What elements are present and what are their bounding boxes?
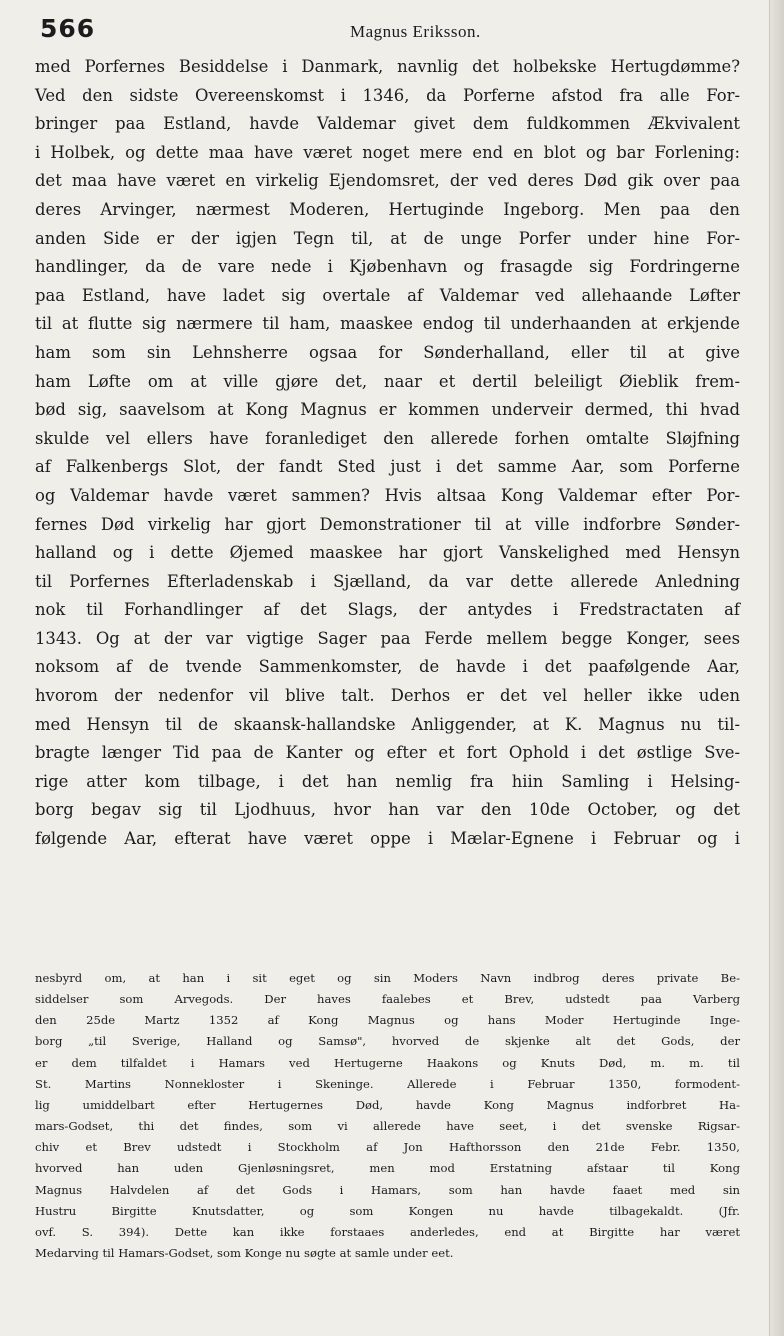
text-line: bød sig, saavelsom at Kong Magnus er kommen underveir dermed, thi hvad — [35, 400, 740, 420]
text-line: bragte længer Tid paa de Kanter og efter et fort Ophold i det østlige Sve- — [35, 743, 740, 763]
text-line: til Porfernes Efterladenskab i Sjælland, da var dette allerede Anledning — [35, 571, 740, 591]
text-line: rige atter kom tilbage, i det han nemlig fra hiin Samling i Helsing- — [35, 771, 740, 791]
running-head: Magnus Eriksson. — [350, 22, 481, 41]
text-line: med Hensyn til de skaansk-hallandske Anliggender, at K. Magnus nu til- — [35, 714, 740, 734]
main-text — [35, 53, 740, 854]
text-line: ham Løfte om at ville gjøre det, naar et dertil beleiligt Øieblik frem- — [35, 371, 740, 391]
footnote-line: lig umiddelbart efter Hertugernes Død, havde Kong Magnus indforbret Ha- — [35, 1097, 740, 1112]
text-line: anden Side er der igjen Tegn til, at de unge Porfer under hine For- — [35, 228, 740, 248]
footnote-line: nesbyrd om, at han i sit eget og sin Moders Navn indbrog deres private Be- — [35, 971, 740, 985]
text-line: halland og i dette Øjemed maaskee har gjort Vanskelighed med Hensyn — [35, 543, 740, 563]
footnote-line: hvorved han uden Gjenløsningsret, men mod Erstatning afstaar til Kong — [35, 1161, 740, 1176]
footnote-line: er dem tilfaldet i Hamars ved Hertugerne Haakons og Knuts Død, m. m. til — [35, 1055, 740, 1070]
footnote-line: Hustru Birgitte Knutsdatter, og som Kongen nu havde tilbagekaldt. (Jfr. — [35, 1203, 740, 1218]
text-line: i Holbek, og dette maa have været noget mere end en blot og bar Forlening: — [35, 142, 740, 162]
footnote-line: ovf. S. 394). Dette kan ikke forstaaes anderledes, end at Birgitte har været — [35, 1224, 740, 1239]
text-line: og Valdemar havde været sammen? Hvis altsaa Kong Valdemar efter Por- — [35, 485, 740, 505]
page-edge — [769, 0, 784, 1336]
text-line: Ved den sidste Overeenskomst i 1346, da Porferne afstod fra alle For- — [35, 85, 740, 105]
text-line: noksom af de tvende Sammenkomster, de havde i det paafølgende Aar, — [35, 657, 740, 677]
footnote-line: siddelser som Arvegods. Der haves faalebes et Brev, udstedt paa Varberg — [35, 992, 740, 1007]
footnote-line: den 25de Martz 1352 af Kong Magnus og hans Moder Hertuginde Inge- — [35, 1013, 740, 1028]
footnote-line: St. Martins Nonnekloster i Skeninge. Allerede i Februar 1350, formodent- — [35, 1076, 740, 1091]
text-line: borg begav sig til Ljodhuus, hvor han var den 10de October, og det — [35, 800, 740, 820]
text-line: det maa have været en virkelig Ejendomsret, der ved deres Død gik over paa — [35, 171, 740, 191]
page-number: 566 — [40, 14, 96, 43]
footnote-block — [35, 968, 740, 1264]
text-line: deres Arvinger, nærmest Moderen, Hertuginde Ingeborg. Men paa den — [35, 199, 740, 219]
text-line: skulde vel ellers have foranlediget den allerede forhen omtalte Sløjfning — [35, 428, 740, 448]
footnote-line: Medarving til Hamars-Godset, som Konge nu søgte at samle under eet. — [35, 1246, 454, 1261]
text-line: 1343. Og at der var vigtige Sager paa Ferde mellem begge Konger, sees — [35, 628, 740, 648]
text-line: fernes Død virkelig har gjort Demonstrationer til at ville indforbre Sønder- — [35, 514, 740, 534]
footnote-line: chiv et Brev udstedt i Stockholm af Jon Hafthorsson den 21de Febr. 1350, — [35, 1140, 740, 1155]
text-line: bringer paa Estland, havde Valdemar givet dem fuldkommen Ækvivalent — [35, 114, 740, 134]
text-line: følgende Aar, efterat have været oppe i Mælar-Egnene i Februar og i — [35, 829, 740, 849]
text-line: handlinger, da de vare nede i Kjøbenhavn og frasagde sig Fordringerne — [35, 257, 740, 277]
text-line: hvorom der nedenfor vil blive talt. Derhos er det vel heller ikke uden — [35, 686, 740, 706]
page-header — [40, 14, 740, 54]
text-line: til at flutte sig nærmere til ham, maaskee endog til underhaanden at erkjende — [35, 314, 740, 334]
footnote-line: Magnus Halvdelen af det Gods i Hamars, som han havde faaet med sin — [35, 1182, 740, 1197]
text-line: med Porfernes Besiddelse i Danmark, navnlig det holbekske Hertugdømme? — [35, 57, 740, 76]
footnote-line: mars-Godset, thi det findes, som vi allerede have seet, i det svenske Rigsar- — [35, 1119, 740, 1134]
text-line: paa Estland, have ladet sig overtale af Valdemar ved allehaande Løfter — [35, 285, 740, 305]
text-line: af Falkenbergs Slot, der fandt Sted just i det samme Aar, som Porferne — [35, 457, 740, 477]
footnote-line: borg „til Sverige, Halland og Samsø", hvorved de skjenke alt det Gods, der — [35, 1034, 740, 1049]
text-line: ham som sin Lehnsherre ogsaa for Sønderhalland, eller til at give — [35, 342, 740, 362]
text-line: nok til Forhandlinger af det Slags, der antydes i Fredstractaten af — [35, 600, 740, 620]
